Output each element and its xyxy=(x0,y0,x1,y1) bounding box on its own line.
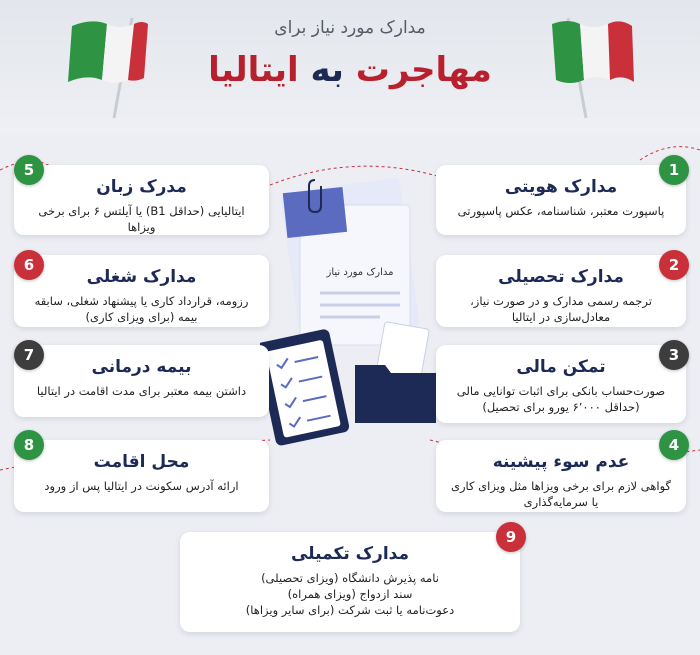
badge-number-3: 3 xyxy=(659,340,689,370)
card-title: تمکن مالی xyxy=(516,357,606,377)
card-description xyxy=(180,570,520,618)
card-title: عدم سوء پیشینه xyxy=(492,452,630,472)
page-subtitle: مدارک مورد نیاز برای xyxy=(274,18,426,38)
card-health-insurance xyxy=(14,345,269,417)
badge-number-2: 2 xyxy=(659,250,689,280)
card-description: ایتالیایی (حداقل B1) یا آیلتس ۶ برای برخی ویزاها xyxy=(38,204,245,234)
documents-illustration xyxy=(260,175,440,450)
badge-number-4: 4 xyxy=(659,430,689,460)
title-word-migration: مهاجرت xyxy=(355,50,492,90)
card-title: محل اقامت xyxy=(93,452,190,472)
card-line: نامه پذیرش دانشگاه (ویزای تحصیلی) xyxy=(261,571,439,585)
card-financial-proof xyxy=(436,345,686,423)
card-description: ترجمه رسمی مدارک و در صورت نیاز، معادل‌سازی در ایتالیا xyxy=(470,294,652,324)
card-accommodation xyxy=(14,440,269,512)
title-word-italy: ایتالیا xyxy=(208,50,299,90)
card-criminal-record xyxy=(436,440,686,512)
card-title: مدارک تکمیلی xyxy=(290,544,410,564)
card-description: پاسپورت معتبر، شناسنامه، عکس پاسپورتی xyxy=(457,204,665,218)
card-identity-docs xyxy=(436,165,686,235)
doc-label-text: مدارک مورد نیاز xyxy=(326,267,394,278)
card-description: گواهی لازم برای برخی ویزاها مثل ویزای کاری یا سرمایه‌گذاری xyxy=(450,479,672,509)
card-title: مدارک هویتی xyxy=(504,177,618,197)
card-line: دعوت‌نامه یا ثبت شرکت (برای سایر ویزاها) xyxy=(245,603,455,617)
badge-number-7: 7 xyxy=(14,340,44,370)
badge-number-5: 5 xyxy=(14,155,44,185)
card-education-docs xyxy=(436,255,686,327)
card-line: سند ازدواج (ویزای همراه) xyxy=(287,587,413,601)
card-title: مدرک زبان xyxy=(96,177,187,197)
card-language-certificate xyxy=(14,165,269,235)
card-description: داشتن بیمه معتبر برای مدت اقامت در ایتالیا xyxy=(36,384,247,398)
card-description: ارائه آدرس سکونت در ایتالیا پس از ورود xyxy=(44,479,239,493)
card-supplementary-docs xyxy=(180,532,520,632)
badge-number-8: 8 xyxy=(14,430,44,460)
badge-number-6: 6 xyxy=(14,250,44,280)
card-title: مدارک شغلی xyxy=(86,267,197,287)
card-job-docs xyxy=(14,255,269,327)
card-description: رزومه، قرارداد کاری یا پیشنهاد شغلی، سابقه بیمه (برای ویزای کاری) xyxy=(34,294,249,324)
card-title: بیمه درمانی xyxy=(91,357,192,377)
badge-number-1: 1 xyxy=(659,155,689,185)
card-description: صورت‌حساب بانکی برای اثبات توانایی مالی (حداقل ۶٬۰۰۰ یورو برای تحصیل) xyxy=(456,384,666,414)
title-word-to: به xyxy=(310,50,344,90)
badge-number-9: 9 xyxy=(496,522,526,552)
card-title: مدارک تحصیلی xyxy=(498,267,624,287)
